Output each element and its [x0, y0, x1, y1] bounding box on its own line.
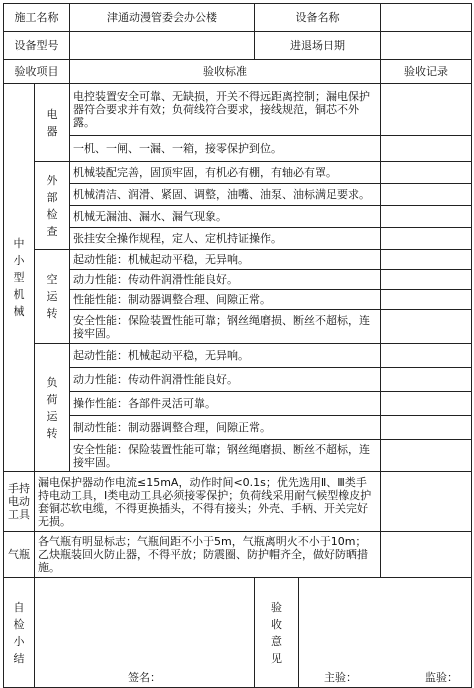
machinery-category: 中小型机械	[4, 84, 35, 472]
record-cell[interactable]	[381, 344, 472, 368]
record-cell[interactable]	[381, 472, 472, 532]
no-load-standard-1: 起动性能：机械起动平稳，无异响。	[70, 250, 381, 270]
exterior-group: 外部检查	[35, 162, 70, 250]
electrical-standard-2: 一机、一闸、一漏、一箱，接零保护到位。	[70, 136, 381, 162]
chief-inspector-label: 主验：	[324, 671, 357, 684]
col-standard-header: 验收标准	[70, 60, 381, 84]
sign-label: 签名：	[128, 671, 161, 684]
exterior-standard-1: 机械装配完善，固顶牢固，有机必有棚，有轴必有罩。	[70, 162, 381, 184]
record-cell[interactable]	[381, 368, 472, 392]
cylinder-standard: 各气瓶有明显标志；气瓶间距不小于5m，气瓶离明火不小于10m；乙炔瓶装回火防止器，不得平放；防震圈、防护帽齐全，做好防晒措施。	[35, 532, 381, 578]
record-cell[interactable]	[381, 162, 472, 184]
load-standard-3: 操作性能：各部件灵活可靠。	[70, 392, 381, 416]
cylinder-category: 气瓶	[4, 532, 35, 578]
record-cell[interactable]	[381, 228, 472, 250]
exterior-standard-3: 机械无漏油、漏水、漏气现象。	[70, 206, 381, 228]
record-cell[interactable]	[381, 250, 472, 270]
record-cell[interactable]	[381, 532, 472, 578]
entry-date-value	[381, 32, 472, 60]
exterior-standard-4: 张挂安全操作规程，定人、定机持证操作。	[70, 228, 381, 250]
col-record-header: 验收记录	[381, 60, 472, 84]
load-group: 负荷运转	[35, 344, 70, 472]
electrical-standard-1: 电控装置安全可靠、无缺损，开关不得远距离控制；漏电保护器符合要求并有效；负荷线符合要求，接线规范，铜芯不外露。	[70, 84, 381, 136]
record-cell[interactable]	[381, 206, 472, 228]
equipment-model-label: 设备型号	[4, 32, 70, 60]
record-cell[interactable]	[381, 136, 472, 162]
col-item-header: 验收项目	[4, 60, 70, 84]
no-load-standard-2: 动力性能：传动件润滑性能良好。	[70, 270, 381, 290]
power-tools-standard: 漏电保护器动作电流≤15mA，动作时间<0.1s；优先选用Ⅱ、Ⅲ类手持电动工具，Ⅰ类电动工具必须接零保护；负荷线采用耐气候型橡皮护套铜芯软电缆，不得更换插头，不得有接头；外壳、手柄、开关完好无损。	[35, 472, 381, 532]
no-load-standard-3: 性能性能：制动器调整合理、间隙正常。	[70, 290, 381, 310]
record-cell[interactable]	[381, 392, 472, 416]
load-standard-1: 起动性能：机械起动平稳，无异响。	[70, 344, 381, 368]
electrical-group: 电器	[35, 84, 70, 162]
self-check-area[interactable]	[35, 578, 255, 688]
load-standard-4: 制动性能：制动器调整合理，间隙正常。	[70, 416, 381, 440]
load-standard-5: 安全性能：保险装置性能可靠；钢丝绳磨损、断丝不超标，连接牢固。	[70, 440, 381, 472]
power-tools-category: 手持电动工具	[4, 472, 35, 532]
record-cell[interactable]	[381, 310, 472, 344]
record-cell[interactable]	[381, 440, 472, 472]
record-cell[interactable]	[381, 184, 472, 206]
opinion-area[interactable]	[299, 578, 472, 688]
load-standard-2: 动力性能：传动件润滑性能良好。	[70, 368, 381, 392]
opinion-label: 验收意见	[255, 578, 299, 688]
no-load-standard-4: 安全性能：保险装置性能可靠；钢丝绳磨损、断丝不超标，连接牢固。	[70, 310, 381, 344]
acceptance-form-table	[3, 3, 472, 688]
record-cell[interactable]	[381, 270, 472, 290]
project-name-label: 施工名称	[4, 4, 70, 32]
exterior-standard-2: 机械清洁、润滑、紧固、调整，油嘴、油泵、油标满足要求。	[70, 184, 381, 206]
entry-date-label: 进退场日期	[255, 32, 381, 60]
self-check-label: 自检小结	[4, 578, 35, 688]
equipment-name-label: 设备名称	[255, 4, 381, 32]
supervisor-label: 监验：	[425, 671, 458, 684]
no-load-group: 空运转	[35, 250, 70, 344]
equipment-name-value	[381, 4, 472, 32]
record-cell[interactable]	[381, 84, 472, 136]
equipment-model-value	[70, 32, 255, 60]
record-cell[interactable]	[381, 416, 472, 440]
project-name-value: 津通动漫管委会办公楼	[70, 4, 255, 32]
record-cell[interactable]	[381, 290, 472, 310]
